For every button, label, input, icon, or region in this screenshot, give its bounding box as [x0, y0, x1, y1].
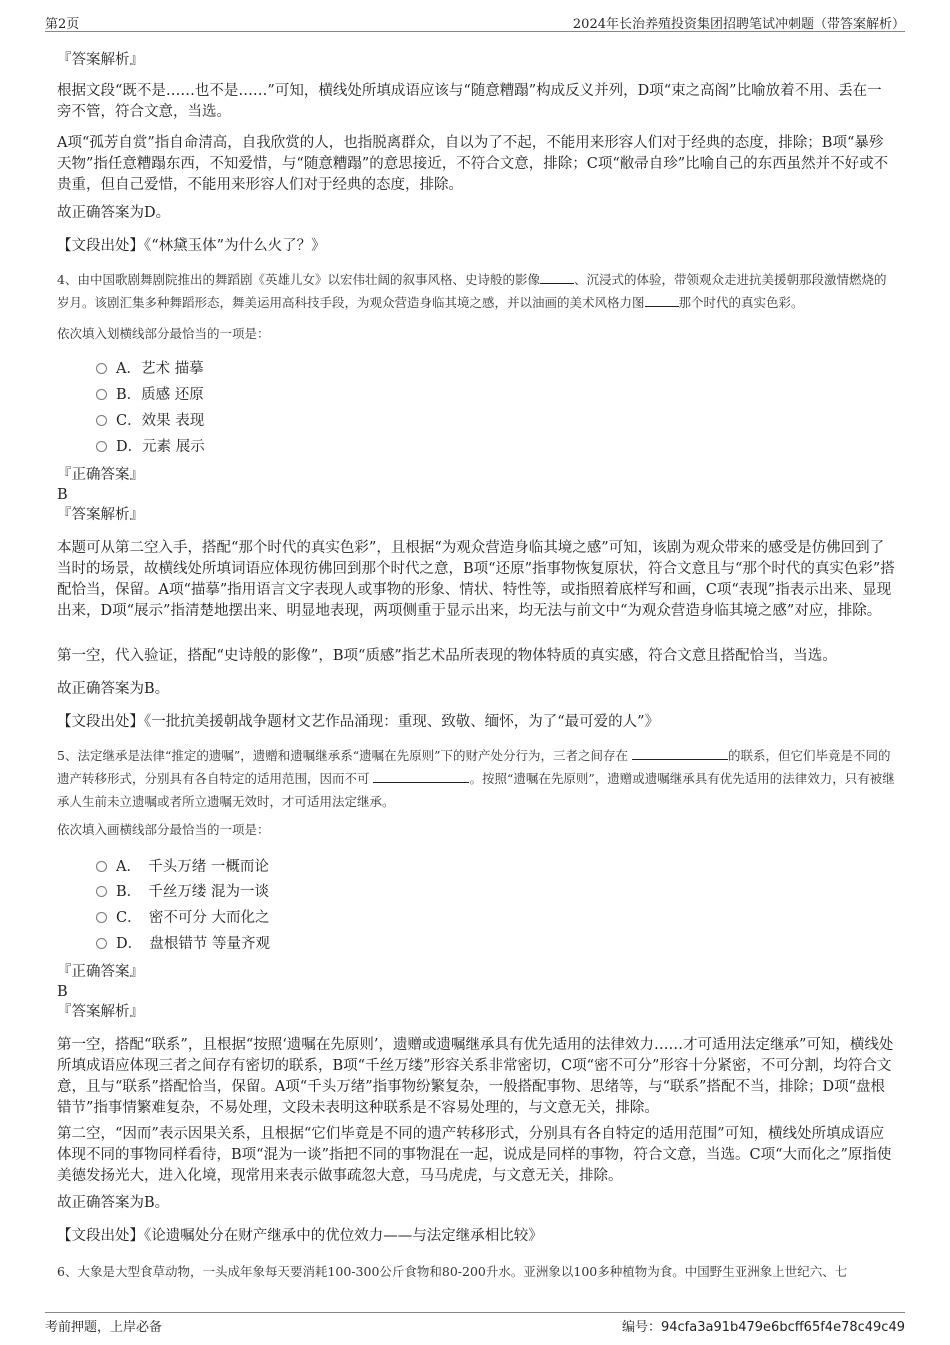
- q3-analysis-para2: A项“孤芳自赏”指自命清高，自我欣赏的人，也指脱离群众，自以为了不起，不能用来形容人们对于经典的态度，排除；B项“暴殄天物”指任意糟蹋东西，不知爱惜，与“随意糟蹋”的意思接近，不符合文意，排除；C项“敝帚自珍”比喻自己的东西虽然并不好或不贵重，但自己爱惜，不能用来形容人们对于经典的态度，排除。: [57, 135, 889, 193]
- radio-icon[interactable]: [96, 389, 107, 400]
- blank-2: [373, 770, 469, 783]
- q4-source: 【文段出处】《一批抗美援朝战争题材文艺作品涌现：重现、致敬、缅怀，为了“最可爱的人”》: [57, 714, 660, 730]
- radio-icon[interactable]: [96, 415, 107, 426]
- q5-answer: B: [57, 984, 68, 1000]
- q3-conclusion: 故正确答案为D。: [57, 205, 171, 221]
- q4-prompt: 依次填入划横线部分最恰当的一项是：: [57, 326, 270, 341]
- page-header: [45, 13, 905, 32]
- q5-option-a[interactable]: A． 千头万绪 一概而论: [96, 857, 269, 877]
- q5-option-b[interactable]: B． 千丝万缕 混为一谈: [96, 882, 269, 902]
- q3-analysis-para1: 根据文段“既不是……也不是……”可知，横线处所填成语应该与“随意糟蹋”构成反义并列，D项“束之高阁”比喻放着不用、丢在一旁不管，符合文意，当选。: [57, 83, 882, 120]
- q5-correct-heading: 『正确答案』: [57, 964, 144, 980]
- radio-icon[interactable]: [96, 886, 107, 897]
- radio-icon[interactable]: [96, 938, 107, 949]
- q5-analysis-heading: 『答案解析』: [57, 1004, 144, 1020]
- q3-source: 【文段出处】《“林黛玉体”为什么火了？》: [57, 238, 326, 254]
- page-footer: [45, 1312, 905, 1336]
- radio-icon[interactable]: [96, 363, 107, 374]
- blank-1: [540, 271, 574, 284]
- radio-icon[interactable]: [96, 441, 107, 452]
- q5-source: 【文段出处】《论遗嘱处分在财产继承中的优位效力——与法定继承相比较》: [57, 1228, 543, 1244]
- q5-option-d[interactable]: D． 盘根错节 等量齐观: [96, 934, 270, 954]
- q3-analysis-heading: 『答案解析』: [57, 52, 144, 68]
- q4-analysis-para1: 本题可从第二空入手，搭配“那个时代的真实色彩”，且根据“为观众营造身临其境之感”可知，该剧为观众带来的感受是仿佛回到了当时的场景，故横线处所填词语应体现彷佛回到那个时代之意，B项“还原”指事物恢复原状，符合文意且与“那个时代的真实色彩”搭配恰当，保留。A项“描摹”指用语言文字表现人或事物的形象、情状、特性等，或指照着底样写和画，C项“表现”指表示出来、显现出来，D项“展示”指清楚地摆出来、明显地表现，两项侧重于显示出来，均无法与前文中“为观众营造身临其境之感”对应，排除。: [57, 540, 895, 619]
- q4-option-c[interactable]: C．效果 表现: [96, 411, 204, 431]
- q4-conclusion: 故正确答案为B。: [57, 681, 170, 697]
- q4-option-a[interactable]: A．艺术 描摹: [96, 359, 204, 379]
- q5-option-c[interactable]: C． 密不可分 大而化之: [96, 908, 269, 928]
- q4-option-b[interactable]: B．质感 还原: [96, 385, 204, 405]
- q4-stem: 4、由中国歌剧舞剧院推出的舞蹈剧《英雄儿女》以宏伟壮阔的叙事风格、史诗般的影像 、沉浸式的体验，带领观众走进抗美援朝那段激情燃烧的岁月。该剧汇集多种舞蹈形态，舞美运用高科技手段，为观众营造身临其境之感，并以油画的美术风格力图 那个时代的真实色彩。: [57, 272, 887, 310]
- q4-answer: B: [57, 487, 68, 503]
- document-title: 2024年长治养殖投资集团招聘笔试冲刺题（带答案解析）: [572, 17, 905, 32]
- footer-slogan: 考前押题，上岸必备: [45, 1320, 163, 1335]
- q5-analysis-para2: 第二空，“因而”表示因果关系，且根据“它们毕竟是不同的遗产转移形式，分别具有各自特定的适用范围”可知，横线处所填成语应体现不同的事物同样看待，B项“混为一谈”指把不同的事物混在一起，说成是同样的事物，符合文意，当选。C项“大而化之”原指使美德发扬光大，进入化境，现常用来表示做事疏忽大意，马马虎虎，与文意无关，排除。: [57, 1126, 892, 1184]
- blank-2: [645, 294, 679, 307]
- q5-analysis-para1: 第一空，搭配“联系”，且根据“按照‘遗嘱在先原则’，遗赠或遗嘱继承具有优先适用的法律效力……才可适用法定继承”可知，横线处所填成语应体现三者之间存有密切的联系，B项“千丝万缕”形容关系非常密切，C项“密不可分”形容十分紧密，不可分割，均符合文意，且与“联系”搭配恰当，保留。A项“千头万绪”指事物纷繁复杂，一般搭配事物、思绪等，与“联系”搭配不当，排除；D项“盘根错节”指事情繁难复杂，不易处理，文段未表明这种联系是不容易处理的，与文意无关，排除。: [57, 1037, 894, 1116]
- q4-option-d[interactable]: D．元素 展示: [96, 437, 205, 457]
- q4-analysis-heading: 『答案解析』: [57, 507, 144, 523]
- radio-icon[interactable]: [96, 861, 107, 872]
- q4-analysis-para2: 第一空，代入验证，搭配“史诗般的影像”，B项“质感”指艺术品所表现的物体特质的真实感，符合文意且搭配恰当，当选。: [57, 648, 837, 664]
- document-code: 编号：94cfa3a91b479e6bcff65f4e78c49c49: [621, 1320, 905, 1335]
- radio-icon[interactable]: [96, 912, 107, 923]
- q5-prompt: 依次填入画横线部分最恰当的一项是：: [57, 822, 270, 837]
- q5-conclusion: 故正确答案为B。: [57, 1195, 170, 1211]
- blank-1: [632, 747, 728, 760]
- q5-stem: 5、法定继承是法律“推定的遗嘱”，遗赠和遗嘱继承系“遗嘱在先原则”下的财产处分行为，三者之间存在 的联系，但它们毕竟是不同的遗产转移形式，分别具有各自特定的适用范围，因而不可 。按照“遗嘱在先原则”，遗赠或遗嘱继承具有优先适用的法律效力，只有被继承人生前未立遗嘱或者所立遗嘱无效时，才可适用法定继承。: [57, 748, 895, 809]
- q6-stem: 6、大象是大型食草动物，一头成年象每天要消耗100-300公斤食物和80-200升水。亚洲象以100多种植物为食。中国野生亚洲象上世纪六、七: [57, 1264, 848, 1279]
- q4-correct-heading: 『正确答案』: [57, 467, 144, 483]
- page-number: 第2页: [45, 17, 80, 32]
